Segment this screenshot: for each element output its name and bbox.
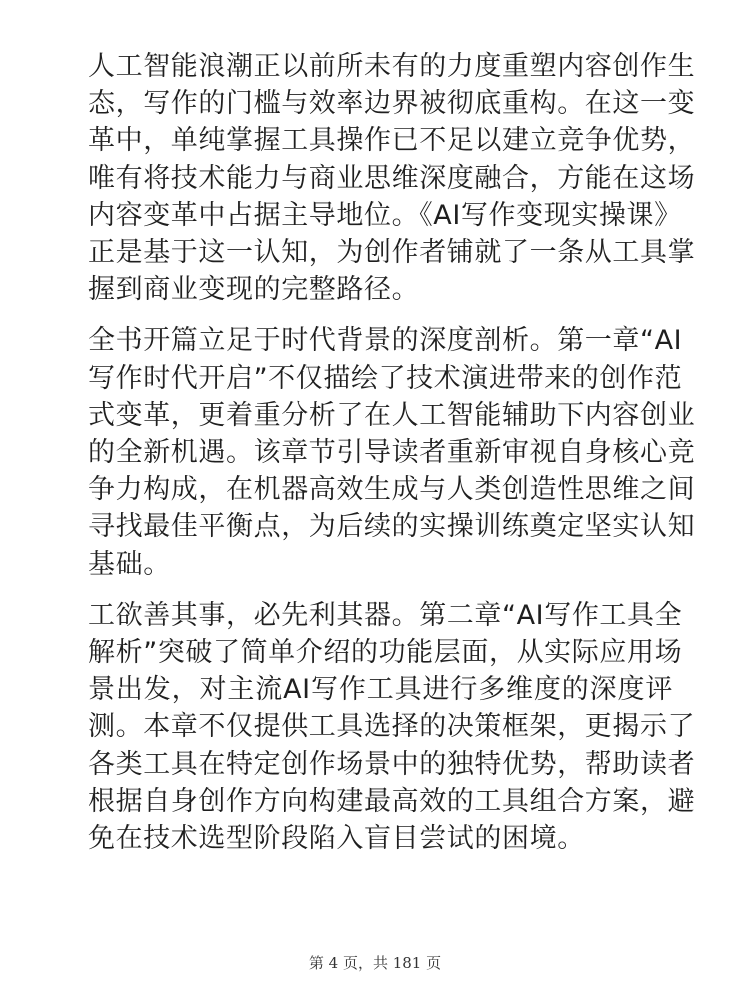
text-line: 态，写作的门槛与效率边界被彻底重构。在这一变	[88, 88, 696, 120]
text-line: 测。本章不仅提供工具选择的决策框架，更揭示了	[88, 711, 696, 743]
text-line: 全书开篇立足于时代背景的深度剖析。第一章“AI	[88, 325, 683, 357]
text-line: 握到商业变现的完整路径。	[88, 274, 420, 306]
text-line: 各类工具在特定创作场景中的独特优势，帮助读者	[88, 748, 696, 780]
text-line: 根据自身创作方向构建最高效的工具组合方案，避	[88, 785, 696, 817]
text-line: 的全新机遇。该章节引导读者重新审视自身核心竞	[88, 437, 696, 469]
text-line: 免在技术选型阶段陷入盲目尝试的困境。	[88, 823, 585, 855]
text-line: 唯有将技术能力与商业思维深度融合，方能在这场	[88, 162, 696, 194]
text-line: 寻找最佳平衡点，为后续的实操训练奠定坚实认知	[88, 511, 696, 543]
text-line: 基础。	[88, 548, 171, 580]
text-line: 人工智能浪潮正以前所未有的力度重塑内容创作生	[88, 51, 696, 82]
text-line: 正是基于这一认知，为创作者铺就了一条从工具掌	[88, 237, 696, 269]
text-line: 争力构成，在机器高效生成与人类创造性思维之间	[88, 474, 696, 506]
text-line: 景出发，对主流AI写作工具进行多维度的深度评	[88, 674, 673, 706]
text-line: 内容变革中占据主导地位。《AI写作变现实操课》	[88, 199, 682, 231]
text-line: 革中，单纯掌握工具操作已不足以建立竞争优势，	[88, 125, 696, 157]
body-text	[88, 48, 696, 871]
paragraph-1	[88, 48, 696, 308]
paragraph-2	[88, 322, 696, 582]
page-number-footer: 第 4 页，共 181 页	[308, 954, 442, 972]
text-line: 解析”突破了简单介绍的功能层面，从实际应用场	[88, 637, 683, 669]
paragraph-3	[88, 597, 696, 857]
text-line: 式变革，更着重分析了在人工智能辅助下内容创业	[88, 399, 696, 431]
text-line: 写作时代开启”不仅描绘了技术演进带来的创作范	[88, 362, 683, 394]
text-line: 工欲善其事，必先利其器。第二章“AI写作工具全	[88, 599, 683, 631]
